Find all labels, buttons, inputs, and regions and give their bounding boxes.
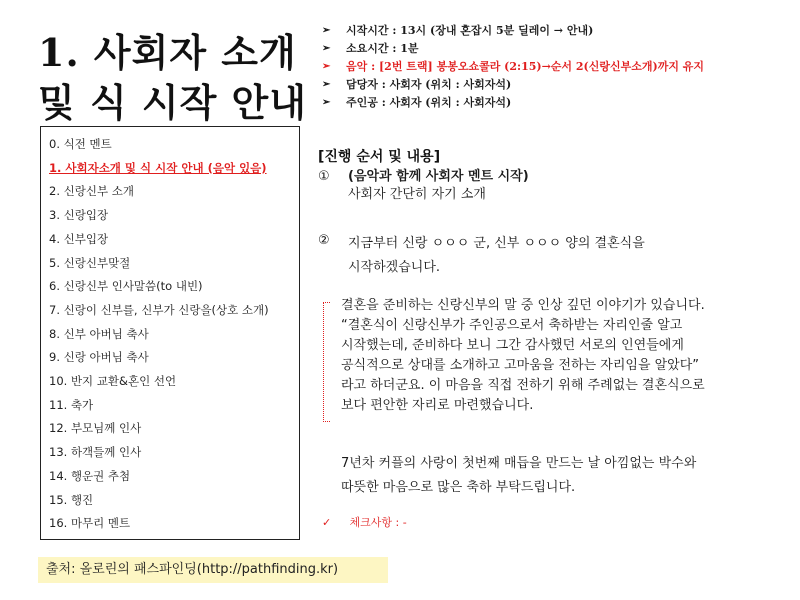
closing-line: 따뜻한 마음으로 많은 축하 부탁드립니다. [341, 480, 576, 495]
info-bullet [318, 76, 788, 94]
agenda-item: 15. 행진 [49, 492, 94, 507]
agenda-item: 2. 신랑신부 소개 [49, 184, 134, 199]
info-bullet-text: 시작시간 : 13시 (장내 혼잡시 5분 딜레이 → 안내) [346, 24, 594, 37]
quote-line: 라고 하더군요. 이 마음을 직접 전하기 위해 주례없는 결혼식으로 [341, 378, 705, 393]
agenda-item: 6. 신랑신부 인사말씀(to 내빈) [49, 279, 203, 294]
info-bullet-list [318, 22, 788, 112]
step-1-text: 사회자 간단히 자기 소개 [348, 187, 486, 202]
quote-line: 공식적으로 상대를 소개하고 고마움을 전하는 자리임을 알았다” [341, 358, 700, 373]
page-title-line-1: 1. 사회자 소개 [38, 30, 297, 75]
arrow-bullet-icon: ➢ [322, 79, 331, 90]
info-bullet [318, 94, 788, 112]
section-heading: [진행 순서 및 내용] [318, 149, 441, 165]
step-2-line-1: 지금부터 신랑 ㅇㅇㅇ 군, 신부 ㅇㅇㅇ 양의 결혼식을 [348, 236, 645, 251]
quote-line: “결혼식이 신랑신부가 주인공으로서 축하받는 자리인줄 알고 [341, 318, 683, 333]
info-bullet [318, 22, 788, 40]
closing-line: 7년차 커플의 사랑이 첫번째 매듭을 만드는 날 아낌없는 박수와 [341, 456, 697, 471]
agenda-item: 14. 행운권 추첨 [49, 468, 131, 483]
agenda-item: 9. 신랑 아버님 축사 [49, 350, 149, 365]
info-bullet [318, 40, 788, 58]
quote-line: 시작했는데, 준비하다 보니 그간 감사했던 서로의 인연들에게 [341, 338, 684, 353]
quote-bracket [323, 302, 330, 422]
info-bullet [318, 58, 788, 76]
agenda-item: 3. 신랑입장 [49, 208, 109, 223]
page-title [38, 28, 318, 128]
info-bullet-text: 음악 : [2번 트랙] 봉봉오쇼콜라 (2:15)→순서 2(신랑신부소개)까지 유지 [346, 60, 705, 73]
info-bullet-text: 담당자 : 사회자 (위치 : 사회자석) [346, 78, 512, 91]
page-title-line-2: 및 식 시작 안내 [38, 80, 307, 125]
agenda-item: 0. 식전 멘트 [49, 137, 112, 151]
step-1-number: ① [318, 169, 330, 184]
agenda-list [40, 126, 300, 540]
agenda-item: 16. 마무리 멘트 [49, 516, 131, 531]
source-credit: 출처: 올로린의 패스파인딩(http://pathfinding.kr) [38, 557, 388, 583]
info-bullet-text: 주인공 : 사회자 (위치 : 사회자석) [346, 96, 512, 109]
arrow-bullet-icon: ➢ [322, 43, 331, 54]
agenda-item: 1. 사회자소개 및 식 시작 안내 (음악 있음) [49, 160, 267, 175]
agenda-item: 8. 신부 아버님 축사 [49, 326, 149, 341]
agenda-item: 11. 축가 [49, 397, 94, 412]
info-bullet-text: 소요시간 : 1분 [346, 42, 419, 55]
quote-block [323, 296, 783, 424]
agenda-item: 10. 반지 교환&혼인 선언 [49, 374, 177, 389]
agenda-item: 12. 부모님께 인사 [49, 421, 142, 436]
arrow-bullet-icon: ➢ [322, 97, 331, 108]
quote-text [341, 296, 786, 416]
arrow-bullet-icon: ➢ [322, 25, 331, 36]
checklist-note [318, 514, 407, 530]
step-2-line-2: 시작하겠습니다. [348, 260, 441, 275]
quote-line: 보다 편안한 자리로 마련했습니다. [341, 398, 534, 413]
step-1-heading: (음악과 함께 사회자 멘트 시작) [348, 169, 529, 184]
agenda-item: 4. 신부입장 [49, 231, 109, 246]
check-mark-icon: ✓ [322, 516, 332, 529]
agenda-item: 7. 신랑이 신부를, 신부가 신랑을(상호 소개) [49, 302, 269, 317]
agenda-item: 5. 신랑신부맞절 [49, 255, 131, 270]
arrow-bullet-icon: ➢ [322, 61, 331, 72]
agenda-item: 13. 하객들께 인사 [49, 445, 142, 460]
checklist-note-text: 체크사항 : - [349, 516, 407, 529]
closing-text [341, 452, 696, 500]
quote-line: 결혼을 준비하는 신랑신부의 말 중 인상 깊던 이야기가 있습니다. [341, 298, 705, 313]
step-2-number: ② [318, 233, 330, 248]
